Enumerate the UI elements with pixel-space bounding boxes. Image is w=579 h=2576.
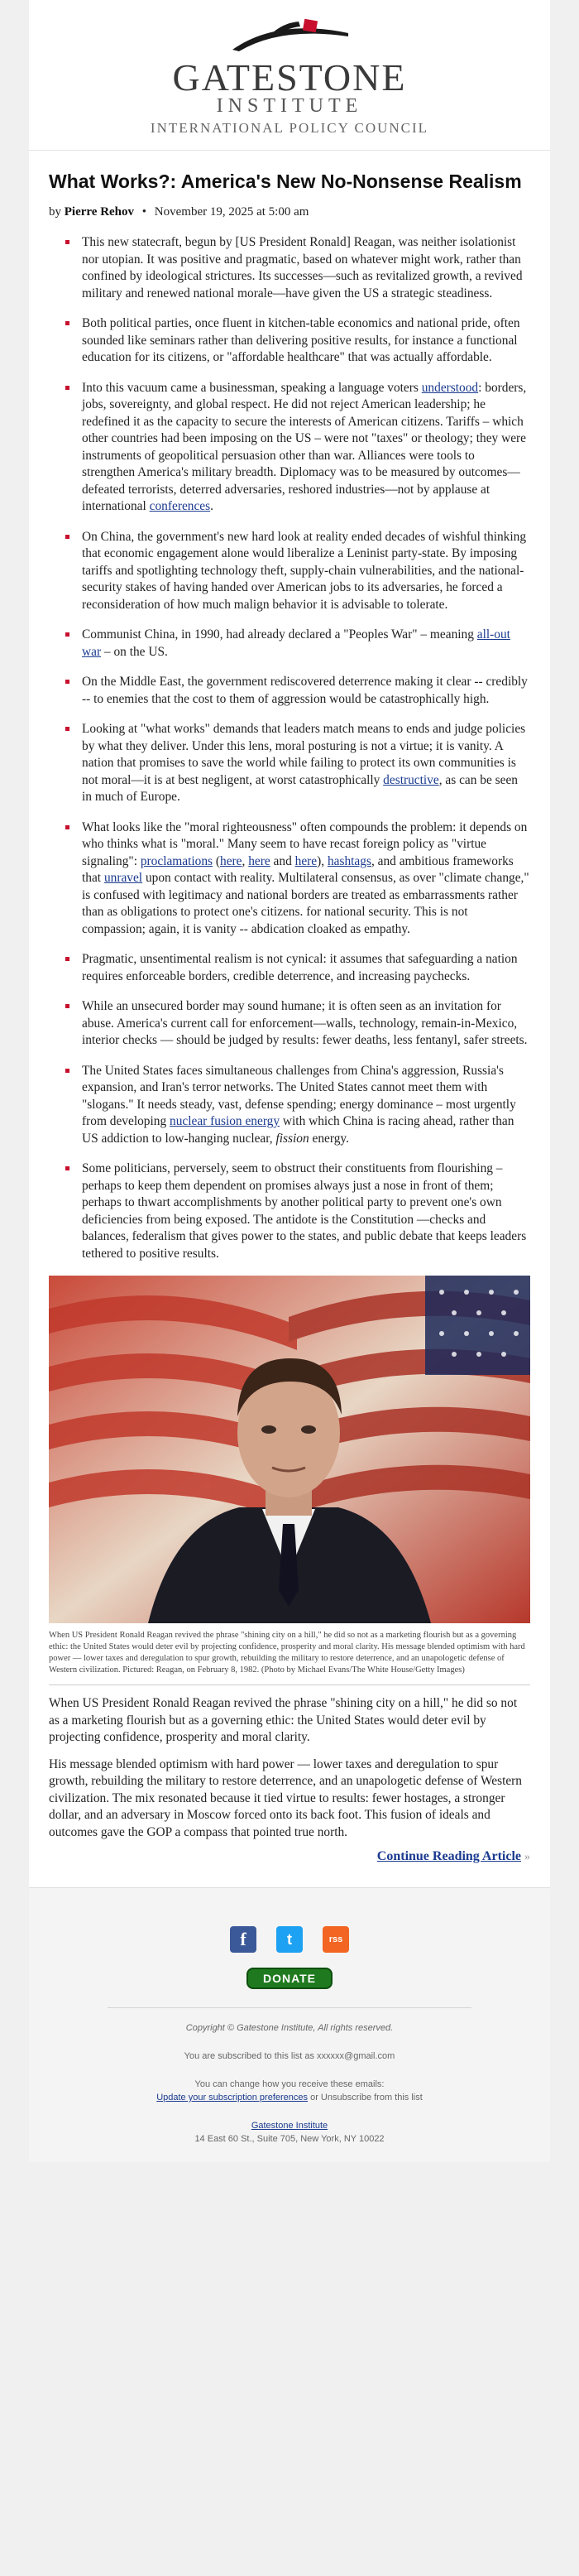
key-point-text: upon contact with reality. Multilateral consensus, as over "climate change," is confused with legitimacy and national borders are treated as embarrassments rather than as obligations to protect one's citizens. for national security. This is not compassion; again, it is vanity -- abdication cloaked as empathy. [82,871,529,936]
key-point-text: Into this vacuum came a businessman, speaking a language voters [82,380,422,395]
logo-name: GATESTONE [172,56,407,99]
key-point-text: . [210,499,213,513]
bullet-square-icon [65,957,69,961]
bullet-square-icon [65,321,69,325]
key-point-text: with which China is racing ahead, rather than US addiction to low-hanging nuclear, [82,1114,514,1146]
photo-caption: When US President Ronald Reagan revived the phrase "shining city on a hill," he did so not as a marketing flourish but as a governing ethic: the United States would deter evil by projecting confidence, prosperity and moral clarity. His message blended optimism with hard power — lower taxes and deregulation to spur growth, rebuilding the military to restore deterrence, and an unapologetic defense of Western civilization. Pictured: Reagan, on February 8, 1982. (Photo by Michael Evans/The White House/Getty Images) [49,1623,530,1685]
key-point-text: Communist China, in 1990, had already declared a "Peoples War" – meaning [82,627,477,642]
key-point-item [49,674,530,708]
inline-link[interactable]: all-out war [82,627,510,659]
key-point-item [49,315,530,367]
address: 14 East 60 St., Suite 705, New York, NY 10022 [194,2134,385,2144]
key-point-text: Looking at "what works" demands that leaders match means to ends and judge policies by what they deliver. Under this lens, moral posturing is not a virtue; it is vanity. A nation that promises to save the world while failing to protect its own communities is not moral—it is at best negligent, at worst catastrophically [82,722,526,787]
key-point-item [49,380,530,516]
inline-link[interactable]: here [248,853,270,868]
key-point-item [49,529,530,614]
key-point-text: On China, the government's new hard look at reality ended decades of wishful thinking that economic engagement alone would liberalize a Leninist party-state. By imposing tariffs and spotlighting technology theft, supply-chain vulnerabilities, and the national-security stakes of having handed over American jobs to its adversaries, he forced a reconsideration of how much malign behavior it is advisable to tolerate. [82,529,527,612]
key-point-text: Pragmatic, unsentimental realism is not cynical: it assumes that safeguarding a nation requires enforceable borders, credible deterrence, and increasing paychecks. [82,952,518,983]
article-photo [49,1276,530,1623]
update-preferences-link[interactable]: Update your subscription preferences [156,2093,309,2103]
key-point-item [49,1161,530,1262]
bullet-square-icon [65,825,69,829]
social-links [29,1926,550,1953]
key-points-list [49,234,530,1262]
rss-icon[interactable]: rss [323,1926,349,1953]
continue-reading-link[interactable]: Continue Reading Article [376,1849,521,1863]
key-point-text: ( [213,853,221,868]
key-point-text: While an unsecured border may sound humane; it is often seen as an invitation for abuse. America's current call for enforcement—walls, technology, remain-in-Mexico, interior checks — should be judged by results: fewer deaths, less fentanyl, safer streets. [82,999,528,1047]
key-point-item [49,721,530,806]
facebook-icon[interactable]: f [230,1926,256,1953]
footer [29,1887,550,2162]
key-point-text: The United States faces simultaneous challenges from China's aggression, Russia's expansion, and Iran's terror networks. The United States cannot meet them with "slogans." It needs steady, vast, defense spending; energy dominance – most urgently from developing [82,1063,516,1128]
unsubscribe-text[interactable]: or Unsubscribe from this list [308,2093,423,2103]
twitter-icon[interactable]: t [276,1926,303,1953]
emphasis-text: fission [275,1131,309,1146]
logo-swoosh-icon [227,17,352,56]
change-prefs-note: You can change how you receive these emails: [194,2079,385,2089]
footer-divider [108,2007,471,2008]
author-name: Pierre Rehov [64,205,135,219]
bullet-square-icon [65,1004,69,1008]
inline-link[interactable]: destructive [383,772,439,787]
key-point-item [49,951,530,985]
masthead [29,0,550,151]
org-name-line [29,2119,550,2132]
inline-link[interactable]: unravel [103,871,143,885]
inline-link[interactable]: here [294,853,318,868]
byline-separator: • [141,205,147,219]
inline-link[interactable]: conferences [149,499,211,513]
inline-link[interactable]: hashtags [327,853,371,868]
key-point-item [49,234,530,302]
key-point-text: Some politicians, perversely, seem to obstruct their constituents from flourishing – perhaps to keep them dependent on promises always just a nose in front of them; perhaps to thwart accomplishments by another political party to prevent one's own deficiencies from being exposed. The antidote is the Constitution —checks and balances, federalism that gives power to the states, and public debate that keeps leaders tethered to positive results. [82,1161,527,1261]
logo-subtitle: INSTITUTE [216,95,363,117]
newsletter-page [29,0,550,2162]
key-point-text: and [270,853,295,868]
inline-link[interactable]: understood [421,380,479,395]
key-point-text: energy. [309,1131,349,1146]
chevron-right-icon: » [524,1851,530,1863]
inline-link[interactable]: here [220,853,242,868]
key-point-text: What looks like the "moral righteousness" often compounds the problem: it depends on who thinks what is "moral." Many seem to have recast foreign policy as "virtue signaling": [82,819,528,868]
key-point-text: This new statecraft, begun by [US President Ronald] Reagan, was neither isolationist nor utopian. It was positive and pragmatic, based on whatever might work, rather than confined by ideological strictures. Its successes—such as revitalized growth, a revived military and renewed national morale—have given the US a strategic steadiness. [82,235,523,300]
key-point-text: , [242,853,249,868]
key-point-text: ), [317,853,328,868]
article-title[interactable]: What Works?: America's New No-Nonsense Realism [49,171,522,192]
key-point-text: : borders, jobs, sovereignty, and global respect. He did not reject American leadership; he redefined it as the capacity to secure the interests of American citizens. Tariffs – which other countries had been imposing on the US – were not "taxes" or theology; they were instruments of geopolitical persuasion other than war. Alliances were tools to strengthen America's military breadth. Diplomacy was to be measured by outcomes—defeated terrorists, deterred adversaries, reshored industries—not by applause at international [82,380,527,513]
bullet-square-icon [65,727,69,731]
key-point-text: , as can be seen in much of Europe. [82,772,518,804]
article [29,151,550,1887]
bullet-square-icon [65,680,69,684]
article-paragraph: When US President Ronald Reagan revived the phrase "shining city on a hill," he did so not as a marketing flourish but as a governing ethic: the United States would deter evil by projecting confidence, prosperity and moral clarity. [49,1696,518,1744]
reagan-photo-illustration [49,1276,530,1623]
key-point-text: – on the US. [101,644,168,659]
article-date: November 19, 2025 at 5:00 am [154,205,309,219]
bullet-square-icon [65,632,69,637]
article-paragraph: His message blended optimism with hard power — lower taxes and deregulation to spur growth, rebuilding the military to restore deterrence, and an unapologetic defense of Western civilization. The mix resonated because it tied virtue to results: fewer hostages, a stronger dollar, and an adversary in Moscow forced onto its back foot. This fusion of ideals and outcomes gave the GOP a compass that pointed true north. [49,1757,523,1839]
key-point-item [49,998,530,1050]
key-point-item [49,1063,530,1148]
logo-tagline: INTERNATIONAL POLICY COUNCIL [150,120,429,136]
bullet-square-icon [65,240,69,244]
subscription-note: You are subscribed to this list as xxxxxx@gmail.com [184,2051,395,2061]
key-point-item [49,627,530,661]
prefs-line [29,2091,550,2104]
bullet-square-icon [65,535,69,539]
copyright: Copyright © Gatestone Institute, All rights reserved. [185,2023,394,2033]
key-point-text: On the Middle East, the government rediscovered deterrence making it clear -- credibly -- to enemies that the cost to them of aggression would be catastrophically high. [82,675,528,706]
bullet-square-icon [65,1069,69,1073]
key-point-text: Both political parties, once fluent in kitchen-table economics and national pride, often sounded like seminars rather than delivering positive results, for instance a functional education for its citizens, or "affordable healthcare" that was actually affordable. [82,316,520,364]
byline [49,205,530,219]
byline-prefix: by [49,205,61,219]
inline-link[interactable]: nuclear fusion energy [170,1114,280,1128]
donate-button[interactable]: DONATE [246,1968,333,1989]
inline-link[interactable]: proclamations [140,853,213,868]
continue-reading [49,1849,530,1887]
key-point-item [49,819,530,939]
bullet-square-icon [65,386,69,390]
bullet-square-icon [65,1166,69,1170]
org-name-link[interactable]: Gatestone Institute [251,2121,328,2131]
key-point-text: , and ambitious frameworks that [82,853,514,885]
